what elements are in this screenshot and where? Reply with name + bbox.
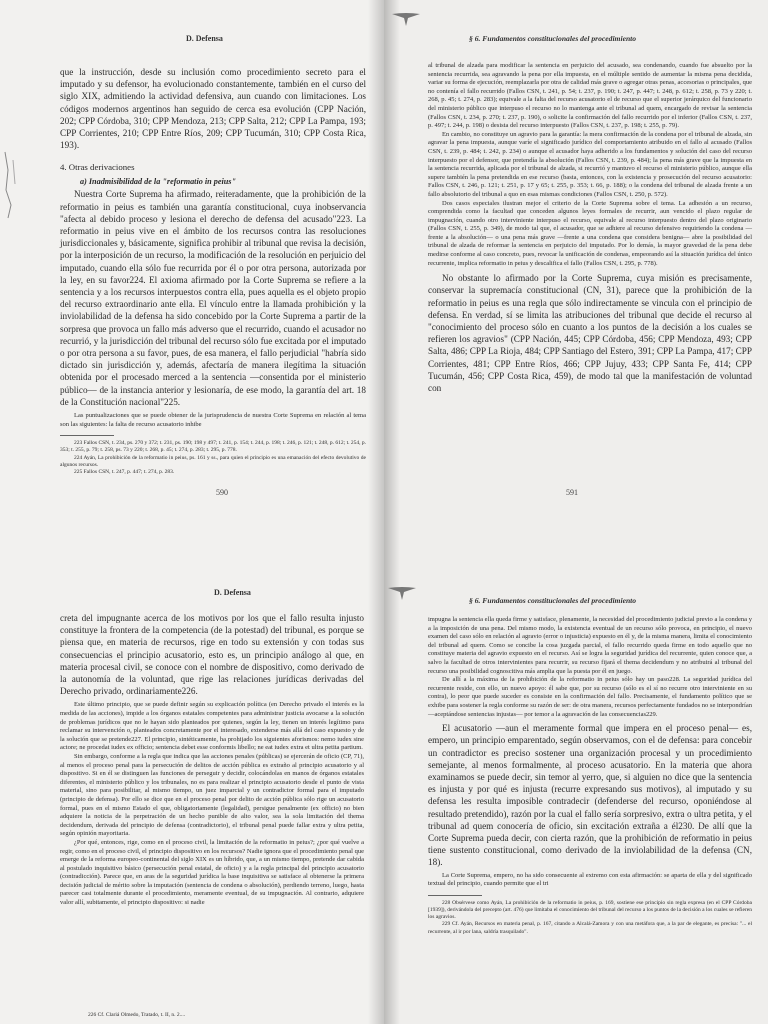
gutter-shadow	[384, 0, 400, 512]
page-body	[60, 66, 366, 476]
paragraph-alzada: al tribunal de alzada para modificar la sentencia en perjuicio del acusado, sea condenando, cuando fue absuelto por la sentencia recurrida, sea agravando la pena por ella impuesta, en el múltiple sentido de aumentar la misma pena decidida, variar su forma de ejecución, reemplazarla por otra de calidad más grave o agregar otras penas, accesorias o principales, que no contenía el fallo recurrido (Fallos CSN, t. 241, p. 54; t. 237, p. 190; t. 247, p. 447; t. 248, p. 612; t. 258, p. 73 y 220; t. 268, p. 45; t. 274, p. 283); equivale a la falta del recurso acusatorio el de recurso que el superior jerárquico del funcionario del ministerio público que interpuso el recurso no lo mantenga ante el tribunal ad quem, encargado de revisar la sentencia (Fallos CSN, t. 234, p. 270; t. 237, p. 190), o solicite la confirmación del fallo recurrido por el inferior (Fallos CSN, t. 237, p. 497; t. 244, p. 198) o desista del recurso interpuesto (Fallos CSN, t. 237, p. 198; t. 255, p. 79).	[428, 62, 752, 130]
margin-annotation-mark	[2, 150, 20, 225]
page-number: 591	[566, 488, 578, 497]
paragraph-impugna: impugna la sentencia ella queda firme y satisface, plenamente, la necesidad del procedimiento judicial previo a la condena y a la imposición de una pena. Del mismo modo, la existencia eventual de un recurso sólo provoca, en principio, el nuevo examen del caso sólo en relación al agravio (error o injusticia) expuesto en él y, de la misma manera, limita el conocimiento del tribunal ad quem. Como se concibe la cosa juzgada parcial, el fallo recurrido queda firme en todo aquello que no constituye materia del agravio expuesto en el recurso. Así se logra la seguridad jurídica del recurrente, quien conoce que, a salvo la facultad de otros intervinientes para recurrir, su recurso fijará el thema decidendum y no atribuirá al tribunal del recurso una posibilidad cognoscitiva más amplia que la puesta por él en juego.	[428, 616, 752, 675]
page-number: 590	[216, 488, 228, 497]
page-body	[428, 62, 752, 394]
paragraph-el-acusatorio: El acusatorio —aun el meramente formal que impera en el proceso penal— es, empero, un principio emparentado, según observamos, con el de defensa: para concebir un contradictor es preciso sostener una organización procesal y un procedimiento semejante, al menos formalmente, al proceso acusatorio. En la materia que ahora examinamos se puede decir, sin temor al yerro, que, si alguien no dice que la sentencia es injusta y por qué es injusta (recurre expresando sus motivos), al imputado y su defensa les resulta imposible contradecir (defenderse del recurso, oponiéndose al resultado pretendido), razón por la cual el fallo sería sorpresivo, extra o ultra petita, y el tribunal ad quem conocería de oficio, sin excitación extraña a él230. De allí que la Corte Suprema pueda decir, con cierta razón, que la prohibición de reformatio in peius tiene sustento constitucional, como derivado de la inviolabilidad de la defensa (CN, 18).	[428, 723, 752, 868]
paragraph-en-cambio: En cambio, no constituye un agravio para la garantía: la mera confirmación de la condena por el tribunal de alzada, sin agravar la pena impuesta, aunque varíe el significado jurídico del comportamiento atribuido en el fallo al acusado (Fallos CSN, t. 239, p. 484; t. 242, p. 234) o aunque el acusador haya adherido a los fundamentos y solución del caso del recurso interpuesto por el defensor, que pretendía la absolución (Fallos CSN, t. 239, p. 484); la pena más grave que la impuesta en la sentencia recurrida, aplicada por el tribunal de alzada, si recurrió y mantuvo el recurso el ministerio público, aunque ella supere también la pena pretendida en ese recurso (basta, entonces, con la existencia y prosecución del recurso acusatorio: Fallos CSN, t. 246, p. 121; t. 251, p. 17 y 65; t. 255, p. 353; t. 66, p. 188); o la condena del tribunal de alzada frente a un fallo absolutorio del tribunal a quo en esas mismas condiciones (Fallos CSN, t. 250, p. 572).	[428, 130, 752, 198]
book-page-592	[0, 512, 384, 1024]
paragraph-no-obstante: No obstante lo afirmado por la Corte Suprema, cuya misión es precisamente, conservar la supremacía constitucional (CN, 31), parece que la prohibición de la reformatio in peius es una regla que sólo indirectamente se vincula con el principio de defensa. En verdad, sí se limita las atribuciones del tribunal que decide el recurso al "conocimiento del proceso sólo en cuanto a los puntos de la decisión a los cuales se refieren los agravios" (CPP Nación, 445; CPP Córdoba, 456; CPP Mendoza, 493; CPP Salta, 486; CPP La Rioja, 484; CPP Santiago del Estero, 391; CPP La Pampa, 417; CPP Corrientes, 481; CPP Entre Ríos, 466; CPP Jujuy, 433; CPP Santa Fe, 414; CPP Tucumán, 456; CPP Costa Rica, 459), de modo tal que la manifestación de voluntad con	[428, 273, 752, 394]
footnote-224: 224 Ayán, La prohibición de la reformatio in peius, ps. 161 y ss., para quien el principio es una emanación del efecto devolutivo de algunos recursos.	[60, 454, 366, 468]
section-heading: 4. Otras derivaciones	[60, 162, 135, 173]
running-head: D. Defensa	[186, 34, 223, 43]
running-head: D. Defensa	[214, 588, 251, 597]
running-head: § 6. Fundamentos constitucionales del procedimiento	[469, 34, 637, 43]
footnote-rule	[60, 435, 114, 436]
subsection-heading: a) Inadmisibilidad de la "reformatio in peius"	[80, 177, 237, 187]
paragraph-instruccion: que la instrucción, desde su inclusión como procedimiento secreto para el imputado y su defensor, ha evolucionado constantemente, también en el curso del siglo XIX, admitiendo la actividad defensiva, aun cuando con limitaciones. Los códigos modernos argentinos han seguido de cerca esa evolución (CPP Nación, 202; CPP Córdoba, 310; CPP Mendoza, 213; CPP Salta, 212; CPP La Pampa, 193; CPP Corrientes, 210; CPP Entre Ríos, 209; CPP Tucumán, 310; CPP Costa Rica, 193).	[60, 67, 366, 151]
page-body	[428, 616, 752, 936]
paragraph-la-corte: La Corte Suprema, empero, no ha sido consecuente al extremo con esta afirmación: se aparta de ella y del significado textual del principio, cuando permite que el tri	[428, 871, 752, 888]
footnote-228: 228 Obsérvese como Ayán, La prohibición de la reformatio in peius, p. 169, sostiene ese principio sin regla expresa (en el CPP Córdoba [1939]), derivándola del precepto (art. 476) que limitaba el conocimiento del tribunal del recurso a los puntos de la decisión a los cuales se refieren los agravios.	[428, 899, 752, 921]
page-body	[60, 612, 364, 908]
book-page-591	[384, 0, 768, 512]
running-head: § 6. Fundamentos constitucionales del procedimiento	[469, 596, 637, 605]
paragraph-de-alli: De allí a la máxima de la prohibición de la reformatio in peius sólo hay un paso228. La seguridad jurídica del recurrente reside, con ello, un nuevo apoyo: él sabe que, por su recurso (sólo es el sí no recurre otro interviniente en su contra), lo peor que puede suceder es consiste en la confirmación del fallo. Precisamente, el fundamento político que se exhibe para sostener la regla conforme su razón de ser: de otra manera, recursos perfectamente fundados no se interpondrían —aceptándose sentencias injustas— por temor a la agravación de las consecuencias229.	[428, 676, 752, 718]
footnote-226: 226 Cf. Clariá Olmedo, Tratado, t. II, n. 2....	[88, 1012, 186, 1018]
book-page-593	[384, 512, 768, 1024]
paragraph-creta: creta del impugnante acerca de los motivos por los que el fallo resulta injusto constituye la frontera de la competencia (de la potestad) del tribunal, es porque se piensa que, en materia de recursos, rige en todo su extensión y con todas sus consecuencias el principio acusatorio, esto es, un principio análogo al que, en materia procesal civil, se conoce con el nombre de dispositivo, como derivado de la autonomía de la voluntad, que rige las relaciones jurídicas derivadas del Derecho privado, ordinariamente226.	[60, 613, 364, 697]
footnote-229: 229 Cf. Ayán, Recursos en materia penal, p. 167, citando a Alcalá-Zamora y con una metáfora que, a la par de elegante, es precisa: "... el recurrente, al ir por lana, saldría trasquilado".	[428, 921, 752, 935]
footnote-223: 223 Fallos CSN, t. 234, ps. 270 y 372; t. 231, ps. 190; 198 y 497; t. 241, p. 154; t. 244, p. 198; t. 246, p. 121; t. 248, p. 612; t. 254, p. 353; t. 255, p. 79; t. 258, ps. 73 y 220; t. 268, p. 45; t. 274, p. 283; t. 295, p. 778.	[60, 440, 366, 454]
gutter-shadow	[368, 0, 384, 512]
footnote-rule	[428, 895, 482, 896]
paragraph-reformatio: Nuestra Corte Suprema ha afirmado, reiteradamente, que la prohibición de la reformatio in peius es también una garantía constitucional, cuya inobservancia "afecta al debido proceso y lesiona el derecho de defensa del acusado"223. La reformatio in peius vive en el ámbito de los recursos contra las resoluciones jurisdiccionales y, básicamente, significa prohibir al tribunal que revisa la decisión, por la interposición de un recurso, la modificación de la resolución en perjuicio del imputado, cuando ella sólo fue recurrida por él o por otra persona, autorizada por la ley, en su favor224. El axioma afirmado por la Corte Suprema se refiere a la sentencia y a los recursos interpuestos contra ella, pues aquella es el objeto propio del recurso extraordinario ante ella. El vínculo entre la llamada prohibición y la inviolabilidad de la defensa ha sido concebido por la Corte Suprema a partir de la sorpresa que provoca un fallo más adverso que el recurrido, cuando el acusador no recurrió, y la jurisdicción del tribunal del recurso sólo fue excitada por el imputado o por otra persona a su favor, pues, de esa manera, el fallo perjudicial "habría sido dictado sin jurisdicción y, además, afectaría de manera ilegítima la situación obtenida por el procesado merced a la sentencia —consentida por el ministerio público— de la instancia anterior y lesionaría, de ese modo, la garantía del art. 18 de la Constitución nacional"225.	[60, 189, 366, 407]
binding-clip-mark	[392, 12, 420, 26]
gutter-shadow	[368, 512, 384, 1024]
binding-clip-mark	[388, 586, 416, 600]
footnote-225: 225 Fallos CSN, t. 247, p. 447; t. 274, p. 283.	[74, 469, 175, 476]
book-page-590	[0, 0, 384, 512]
paragraph-dos-casos: Dos casos especiales ilustran mejor el criterio de la Corte Suprema sobre el tema. La adhesión a un recurso, comprendida como la facultad que conceden algunos leyes formales de recurrir, aun vencido el plazo regular de impugnación, cuando otro interviniente interpuso el recurso, equivale al recurso interpuesto dentro del plazo originario (Fallos CSN, t. 255, p. 349), de modo tal que, el acusador, que se adhiere al recurso defensivo requiriendo la condena —frente a la absolución— o una pena más grave —frente a una condena que considera benigna— abre la posibilidad del tribunal de alzada de reformar la sentencia en perjuicio del imputado. Por lo demás, la mayor gravedad de la pena debe medirse conforme al caso concreto, pues, revocar la unificación de condenas, empeorando así la situación jurídica del único recurrente, implica reformatio in peius y descalifica el fallo (Fallos CSN, t. 295, p. 778).	[428, 199, 752, 267]
paragraph-por-que: ¿Por qué, entonces, rige, como en el proceso civil, la limitación de la reformatio in peius?; ¿por qué vuelve a regir, como en el proceso civil, el principio dispositivo en los recursos? Nadie ignora que el procedimiento penal que emerge de la reforma europeo-continental del siglo XIX es un híbrido, que, a un mismo tiempo, pretende dar cabida al postulado inquisitivo básico (persecución penal estatal, de oficio) y a la regla principal del principio acusatorio (contradicción). Parece que, en aras de la seguridad jurídica la base inquisitiva se satisface al obtenerse la primera decisión judicial de mérito sobre la imputación (sentencia de condena o absolución), perdiendo terreno, luego, hasta parecer casi totalmente durante el procedimiento, meramente eventual, de su impugnación. Al contrario, adquiere valor allí, subitamente, el principio dispositivo: si nadie	[60, 838, 364, 907]
paragraph-sin-embargo: Sin embargo, conforme a la regla que indica que las acciones penales (públicas) se ejercerán de oficio (CP, 71), al menos el proceso penal para la persecución de delitos de acción pública es extraño al principio acusatorio y al dispositivo. Si en él se distinguen las funciones de perseguir y decidir, colocándolas en manos de órganos estatales diferentes, el ministerio público y los tribunales, no es para realizar el principio acusatorio desde el punto de vista material, sino para posibilitar, al mismo tiempo, un juez imparcial y un contradictor formal para el imputado (principio de defensa). Por ello se dice que en el proceso penal por delito de acción pública sólo rige un acusatorio formal, pues en el mismo Estado el que, obligatoriamente (legalidad), persigue penalmente (ex officio) no bien adquiere la noticia de la perpetración de un hecho punible de alto valor, sea la sola limitación del thema decidendum, derivada del principio de defensa (contradictorio), el tribunal penal puede fallar extra y ultra petita, según opinión mayoritaria.	[60, 752, 364, 838]
paragraph-jurisprudencia: Las puntualizaciones que se puede obtener de la jurisprudencia de nuestra Corte Suprema en relación al tema son las siguientes: la falta de recurso acusatorio inhibe	[60, 412, 366, 428]
paragraph-ultimo-principio: Este último principio, que se puede definir según su explicación política (en Derecho privado el interés es la medida de las acciones), impide a los órganos estatales competentes para administrar justicia avocarse a la solución de problemas jurídicos que no le hayan sido planteados por quienes, según la ley, tienen un interés legítimo para reclamar su intervención o, planteados concretamente por el interesado, extenderse más allá del caso expuesto y de la solución que se pretende227. El principio, sintéticamente, ha prohijado los siguientes aforismos: nemo iudex sine actore; ne procedat iudex ex officio; sentencia debet esse conformis libello; ne eat iudex extra et ultra petita partium.	[60, 701, 364, 752]
